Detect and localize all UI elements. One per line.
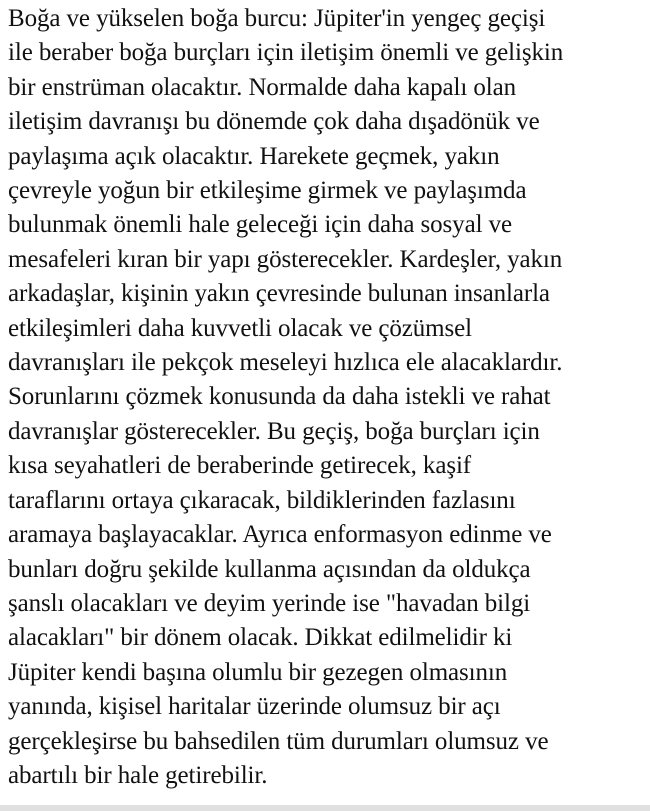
text-line: alacakları" bir dönem olacak. Dikkat edilmelidir ki (8, 624, 513, 652)
text-line: şanslı olacakları ve deyim yerinde ise "havadan bilgi (8, 589, 531, 617)
text-line: davranışları ile pekçok meseleyi hızlıca ele alacaklardır. (8, 349, 563, 377)
document-body (8, 2, 648, 793)
text-line: etkileşimleri daha kuvvetli olacak ve çözümsel (8, 314, 472, 342)
text-line: bir enstrüman olacaktır. Normalde daha kapalı olan (8, 73, 517, 101)
text-line: Jüpiter kendi başına olumlu bir gezegen olmasının (8, 658, 508, 686)
text-line: Sorunlarını çözmek konusunda da daha istekli ve rahat (8, 383, 551, 411)
text-line: kısa seyahatleri de beraberinde getirecek, kaşif (8, 452, 472, 480)
text-line: paylaşıma açık olacaktır. Harekete geçmek, yakın (8, 142, 500, 170)
text-line: yanında, kişisel haritalar üzerinde olumsuz bir açı (8, 693, 501, 721)
text-line: davranışlar gösterecekler. Bu geçiş, boğa burçları için (8, 417, 540, 445)
text-line: arkadaşlar, kişinin yakın çevresinde bulunan insanlarla (8, 280, 550, 308)
text-line: çevreyle yoğun bir etkileşime girmek ve paylaşımda (8, 177, 527, 205)
text-line: abartılı bir hale getirebilir. (8, 761, 268, 789)
text-line: mesafeleri kıran bir yapı gösterecekler. Kardeşler, yakın (8, 245, 563, 273)
horoscope-paragraph (8, 2, 648, 793)
text-line: bunları doğru şekilde kullanma açısından da oldukça (8, 555, 531, 583)
text-line: aramaya başlayacaklar. Ayrıca enformasyon edinme ve (8, 521, 552, 549)
text-line: iletişim davranışı bu dönemde çok daha dışadönük ve (8, 108, 540, 136)
text-line: gerçekleşirse bu bahsedilen tüm durumları olumsuz ve (8, 727, 549, 755)
text-line: Boğa ve yükselen boğa burcu: Jüpiter'in yengeç geçişi (8, 5, 546, 32)
text-line: ile beraber boğa burçları için iletişim önemli ve gelişkin (8, 39, 564, 67)
bottom-divider-bar (0, 805, 650, 811)
text-line: taraflarını ortaya çıkaracak, bildiklerinden fazlasını (8, 486, 516, 514)
text-line: bulunmak önemli hale geleceği için daha sosyal ve (8, 211, 512, 239)
